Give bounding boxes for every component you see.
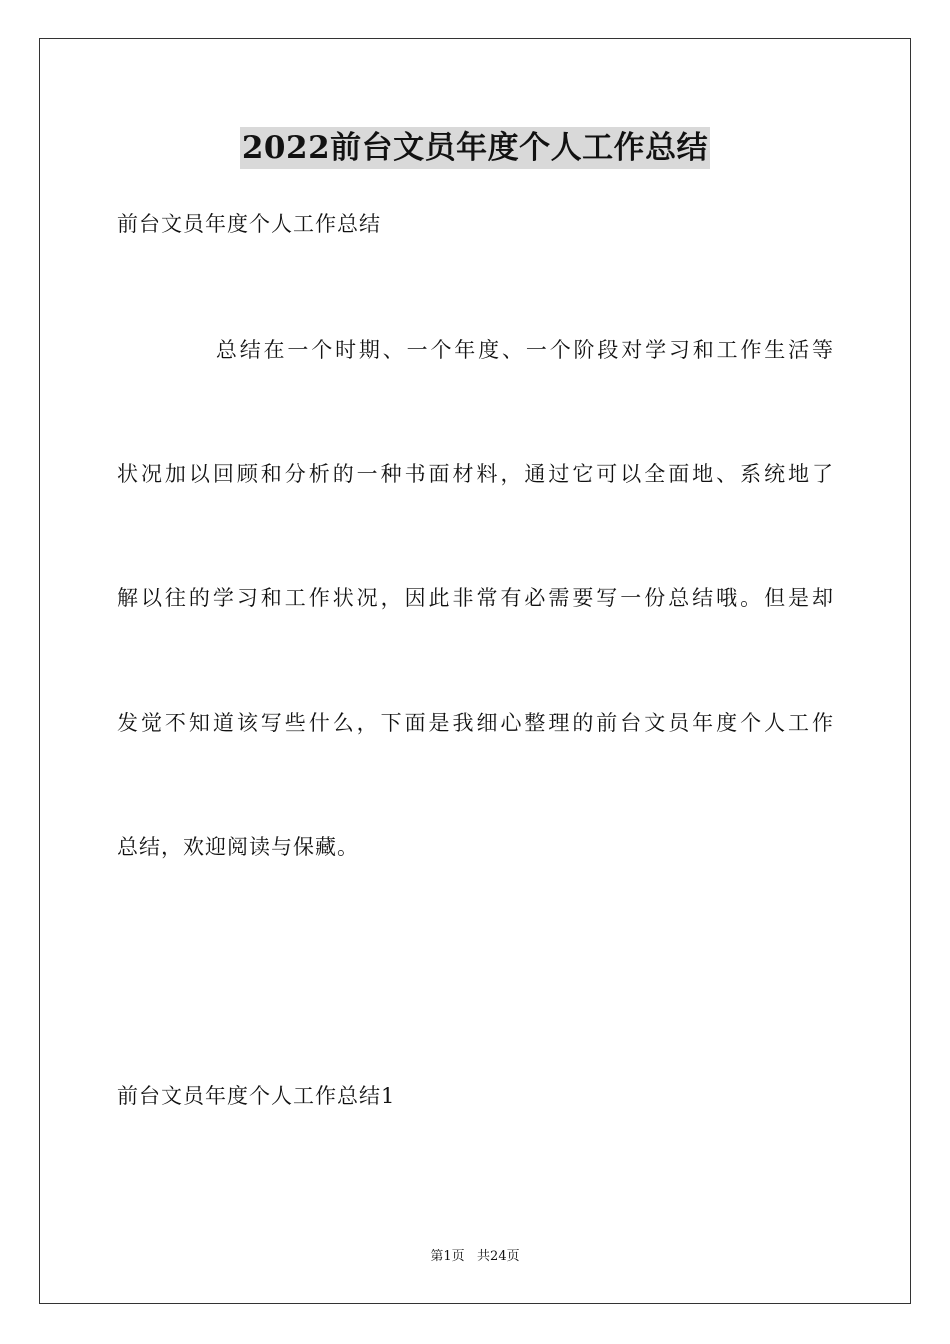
section-heading: 前台文员年度个人工作总结1 <box>117 1084 396 1108</box>
paragraph-line-2: 状况加以回顾和分析的一种书面材料，通过它可以全面地、系统地了 <box>117 462 833 486</box>
paragraph-line-3: 解以往的学习和工作状况，因此非常有必需要写一份总结哦。但是却 <box>117 586 833 610</box>
document-title: 2022前台文员年度个人工作总结 <box>240 127 710 169</box>
paragraph-line-1-text: 总结在一个时期、一个年度、一个阶段对学习和工作生活等 <box>213 338 833 362</box>
paragraph-line-5: 总结，欢迎阅读与保藏。 <box>117 835 359 859</box>
paragraph-line-4: 发觉不知道该写些什么，下面是我细心整理的前台文员年度个人工作 <box>117 711 833 735</box>
paragraph-line-1 <box>117 335 833 365</box>
title-container <box>0 127 950 169</box>
document-subtitle: 前台文员年度个人工作总结 <box>117 212 381 236</box>
page-footer: 第1页 共24页 <box>430 1249 520 1264</box>
